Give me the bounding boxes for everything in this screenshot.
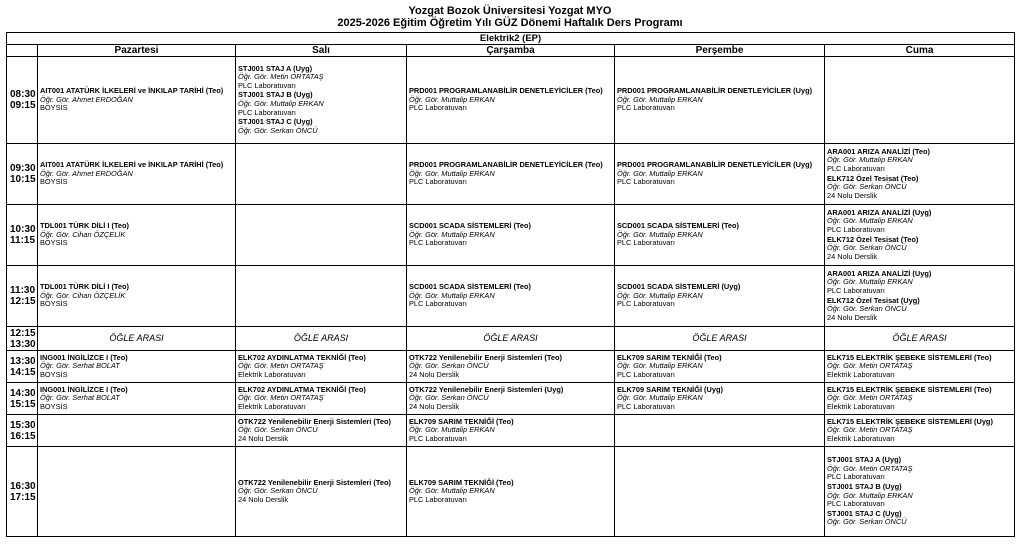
course-entry	[40, 161, 233, 187]
instructor: Öğr. Gör. Serkan ÖNCÜ	[238, 425, 318, 435]
schedule-cell	[236, 57, 407, 144]
time-slot-row	[7, 415, 1015, 447]
room: PLC Laboratuvarı	[827, 163, 885, 173]
schedule-cell	[615, 205, 825, 266]
room: BOYSİS	[40, 177, 68, 187]
schedule-cell	[38, 447, 236, 537]
instructor: Öğr. Gör. Metin ORTATAŞ	[827, 361, 913, 371]
course-entry	[40, 354, 233, 380]
schedule-cell	[407, 383, 615, 415]
room: 24 Nolu Derslik	[238, 494, 289, 504]
end-time: 16:15	[10, 430, 36, 442]
start-time: 11:30	[10, 285, 36, 296]
course-name: ELK709 SARIM TEKNİĞİ (Teo)	[409, 477, 514, 487]
course-entry	[827, 386, 1012, 412]
start-time: 15:30	[10, 419, 36, 431]
room: PLC Laboratuvarı	[409, 299, 467, 309]
room: BOYSİS	[40, 369, 68, 379]
course-entry	[238, 418, 404, 444]
course-name: SCD001 SCADA SİSTEMLERİ (Uyg)	[617, 282, 741, 292]
instructor: Öğr. Gör. Serkan ÖNCÜ	[238, 125, 318, 135]
room: PLC Laboratuvarı	[409, 238, 467, 248]
schedule-cell	[38, 266, 236, 327]
course-entry	[409, 354, 612, 380]
end-time: 10:15	[10, 174, 36, 185]
schedule-cell	[825, 447, 1015, 537]
lunch-break-cell: ÖĞLE ARASI	[615, 327, 825, 351]
course-entry	[40, 386, 233, 412]
lunch-break-cell: ÖĞLE ARASI	[825, 327, 1015, 351]
schedule-cell	[407, 415, 615, 447]
course-entry	[409, 87, 612, 113]
instructor: Öğr. Gör. Muttalip ERKAN	[409, 168, 495, 178]
course-name: OTK722 Yenilenebilir Enerji Sistemleri (Uyg)	[409, 384, 564, 394]
day-header: Çarşamba	[407, 45, 615, 57]
instructor: Öğr. Gör. Serkan ÖNCÜ	[409, 361, 489, 371]
start-time: 14:30	[10, 387, 36, 399]
instructor: Öğr. Gör. Serkan ÖNCÜ	[827, 517, 907, 527]
schedule-cell	[236, 415, 407, 447]
day-header-row	[7, 45, 1015, 57]
schedule-cell	[236, 351, 407, 383]
schedule-cell	[615, 447, 825, 537]
schedule-cell	[38, 205, 236, 266]
course-name: STJ001 STAJ B (Uyg)	[827, 481, 902, 491]
course-entry	[238, 65, 404, 91]
time-slot-row	[7, 327, 1015, 351]
instructor: Öğr. Gör. Muttalip ERKAN	[617, 168, 703, 178]
course-entry	[617, 386, 822, 412]
schedule-document	[6, 5, 1014, 537]
instructor: Öğr. Gör. Metin ORTATAŞ	[827, 393, 913, 403]
course-name: SCD001 SCADA SİSTEMLERİ (Teo)	[409, 282, 531, 292]
end-time: 09:15	[10, 100, 36, 111]
room: PLC Laboratuvarı	[827, 499, 885, 509]
course-entry	[617, 87, 822, 113]
course-name: ELK712 Özel Tesisat (Teo)	[827, 234, 919, 244]
course-name: ARA001 ARIZA ANALİZİ (Uyg)	[827, 207, 932, 217]
course-entry	[827, 148, 1012, 174]
room: 24 Nolu Derslik	[238, 433, 289, 443]
course-entry	[827, 209, 1012, 235]
room: PLC Laboratuvarı	[827, 224, 885, 234]
schedule-cell	[615, 415, 825, 447]
course-entry	[409, 386, 612, 412]
room: BOYSİS	[40, 238, 68, 248]
course-entry	[409, 418, 612, 444]
schedule-cell	[825, 205, 1015, 266]
course-entry	[617, 283, 822, 309]
instructor: Öğr. Gör. Serkan ÖNCÜ	[238, 486, 318, 496]
room: BOYSİS	[40, 401, 68, 411]
room: PLC Laboratuvarı	[617, 238, 675, 248]
day-header: Pazartesi	[38, 45, 236, 57]
instructor: Öğr. Gör. Cihan ÖZÇELİK	[40, 229, 126, 239]
room: Elektrik Laboratuvarı	[827, 369, 895, 379]
course-name: ARA001 ARIZA ANALİZİ (Uyg)	[827, 268, 932, 278]
course-entry	[238, 386, 404, 412]
schedule-cell	[615, 383, 825, 415]
room: PLC Laboratuvarı	[827, 285, 885, 295]
schedule-table	[6, 32, 1015, 537]
schedule-cell	[236, 447, 407, 537]
schedule-cell	[825, 266, 1015, 327]
course-name: ARA001 ARIZA ANALİZİ (Teo)	[827, 146, 930, 156]
lunch-break-cell: ÖĞLE ARASI	[407, 327, 615, 351]
instructor: Öğr. Gör. Muttalip ERKAN	[827, 216, 913, 226]
course-name: PRD001 PROGRAMLANABİLİR DENETLEYİCİLER (Teo)	[409, 86, 603, 96]
course-name: TDL001 TÜRK DİLİ I (Teo)	[40, 282, 129, 292]
course-entry	[827, 456, 1012, 482]
course-name: ING001 İNGİLİZCE I (Teo)	[40, 352, 128, 362]
course-name: OTK722 Yenilenebilir Enerji Sistemleri (Teo)	[238, 477, 391, 487]
schedule-cell	[236, 383, 407, 415]
course-entry	[617, 161, 822, 187]
instructor: Öğr. Gör. Serkan ÖNCÜ	[409, 393, 489, 403]
course-name: TDL001 TÜRK DİLİ I (Teo)	[40, 221, 129, 231]
instructor: Öğr. Gör. Metin ORTATAŞ	[827, 463, 913, 473]
end-time: 14:15	[10, 366, 36, 378]
room: PLC Laboratuvarı	[617, 299, 675, 309]
start-time: 10:30	[10, 224, 36, 235]
schedule-cell	[236, 205, 407, 266]
course-name: AIT001 ATATÜRK İLKELERİ ve İNKILAP TARİHİ (Teo)	[40, 160, 224, 170]
room: BOYSİS	[40, 103, 68, 113]
schedule-cell	[407, 266, 615, 327]
course-entry	[827, 510, 1012, 527]
schedule-body	[7, 57, 1015, 537]
room: PLC Laboratuvarı	[409, 177, 467, 187]
schedule-cell	[38, 57, 236, 144]
schedule-cell	[236, 266, 407, 327]
lunch-break-cell: ÖĞLE ARASI	[38, 327, 236, 351]
course-entry	[238, 479, 404, 505]
room: PLC Laboratuvarı	[827, 472, 885, 482]
course-name: ELK715 ELEKTRİK ŞEBEKE SİSTEMLERİ (Teo)	[827, 352, 992, 362]
instructor: Öğr. Gör. Serkan ÖNCÜ	[827, 304, 907, 314]
schedule-cell	[615, 351, 825, 383]
time-slot-row	[7, 144, 1015, 205]
course-entry	[40, 283, 233, 309]
course-entry	[238, 118, 404, 135]
start-time: 12:15	[10, 327, 36, 339]
room: Elektrik Laboratuvarı	[238, 369, 306, 379]
schedule-cell	[407, 57, 615, 144]
time-cell	[7, 351, 38, 383]
room: PLC Laboratuvarı	[409, 433, 467, 443]
schedule-cell	[615, 144, 825, 205]
schedule-cell	[38, 383, 236, 415]
schedule-cell	[236, 144, 407, 205]
room: BOYSİS	[40, 299, 68, 309]
schedule-cell	[615, 266, 825, 327]
room: 24 Nolu Derslik	[827, 251, 878, 261]
instructor: Öğr. Gör. Serhat BOLAT	[40, 361, 120, 371]
room: PLC Laboratuvarı	[617, 177, 675, 187]
course-name: STJ001 STAJ B (Uyg)	[238, 90, 313, 100]
schedule-title: 2025-2026 Eğitim Öğretim Yılı GÜZ Dönemi Haftalık Ders Programı	[337, 17, 683, 29]
course-name: STJ001 STAJ A (Uyg)	[238, 63, 313, 73]
time-cell	[7, 383, 38, 415]
time-cell	[7, 144, 38, 205]
course-name: ELK709 SARIM TEKNİĞİ (Uyg)	[617, 384, 723, 394]
instructor: Öğr. Gör. Muttalip ERKAN	[409, 486, 495, 496]
course-entry	[827, 418, 1012, 444]
program-name: Elektrik2 (EP)	[7, 33, 1015, 45]
institution-title: Yozgat Bozok Üniversitesi Yozgat MYO	[408, 5, 612, 17]
room: PLC Laboratuvarı	[238, 107, 296, 117]
schedule-cell	[615, 57, 825, 144]
course-entry	[238, 91, 404, 117]
course-entry	[827, 236, 1012, 262]
course-name: OTK722 Yenilenebilir Enerji Sistemleri (Teo)	[409, 352, 562, 362]
course-name: ELK709 SARIM TEKNİĞİ (Teo)	[409, 416, 514, 426]
course-entry	[409, 283, 612, 309]
time-slot-row	[7, 57, 1015, 144]
instructor: Öğr. Gör. Muttalip ERKAN	[827, 155, 913, 165]
instructor: Öğr. Gör. Muttalip ERKAN	[409, 94, 495, 104]
schedule-cell	[38, 144, 236, 205]
room: 24 Nolu Derslik	[409, 369, 460, 379]
course-name: STJ001 STAJ C (Uyg)	[238, 117, 313, 127]
instructor: Öğr. Gör. Muttalip ERKAN	[827, 490, 913, 500]
room: PLC Laboratuvarı	[617, 401, 675, 411]
room: 24 Nolu Derslik	[827, 312, 878, 322]
instructor: Öğr. Gör. Muttalip ERKAN	[617, 361, 703, 371]
room: PLC Laboratuvarı	[409, 103, 467, 113]
time-slot-row	[7, 383, 1015, 415]
start-time: 08:30	[10, 89, 36, 100]
schedule-cell	[825, 415, 1015, 447]
instructor: Öğr. Gör. Muttalip ERKAN	[827, 277, 913, 287]
schedule-cell	[825, 57, 1015, 144]
course-entry	[409, 479, 612, 505]
start-time: 13:30	[10, 355, 36, 367]
day-header: Cuma	[825, 45, 1015, 57]
room: Elektrik Laboratuvarı	[827, 401, 895, 411]
schedule-cell	[825, 351, 1015, 383]
course-name: ELK702 AYDINLATMA TEKNİĞİ (Teo)	[238, 384, 366, 394]
course-entry	[40, 87, 233, 113]
time-cell	[7, 266, 38, 327]
day-header: Salı	[236, 45, 407, 57]
course-entry	[827, 270, 1012, 296]
instructor: Öğr. Gör. Muttalip ERKAN	[409, 290, 495, 300]
course-name: ELK709 SARIM TEKNİĞİ (Teo)	[617, 352, 722, 362]
schedule-cell	[825, 383, 1015, 415]
course-name: ELK712 Özel Tesisat (Teo)	[827, 173, 919, 183]
time-header	[7, 45, 38, 57]
instructor: Öğr. Gör. Metin ORTATAŞ	[238, 72, 324, 82]
room: PLC Laboratuvarı	[617, 369, 675, 379]
room: PLC Laboratuvarı	[238, 80, 296, 90]
instructor: Öğr. Gör. Cihan ÖZÇELİK	[40, 290, 126, 300]
room: 24 Nolu Derslik	[409, 401, 460, 411]
course-entry	[827, 354, 1012, 380]
schedule-cell	[407, 447, 615, 537]
instructor: Öğr. Gör. Muttalip ERKAN	[617, 290, 703, 300]
instructor: Öğr. Gör. Metin ORTATAŞ	[238, 361, 324, 371]
instructor: Öğr. Gör. Muttalip ERKAN	[409, 229, 495, 239]
course-entry	[827, 483, 1012, 509]
course-entry	[238, 354, 404, 380]
room: PLC Laboratuvarı	[617, 103, 675, 113]
schedule-cell	[38, 351, 236, 383]
end-time: 11:15	[10, 235, 36, 246]
instructor: Öğr. Gör. Muttalip ERKAN	[409, 425, 495, 435]
course-name: ING001 İNGİLİZCE I (Teo)	[40, 384, 128, 394]
instructor: Öğr. Gör. Ahmet ERDOĞAN	[40, 168, 133, 178]
instructor: Öğr. Gör. Metin ORTATAŞ	[827, 425, 913, 435]
time-cell	[7, 415, 38, 447]
time-slot-row	[7, 205, 1015, 266]
start-time: 09:30	[10, 163, 36, 174]
course-name: PRD001 PROGRAMLANABİLİR DENETLEYİCİLER (Teo)	[409, 160, 603, 170]
time-cell	[7, 447, 38, 537]
instructor: Öğr. Gör. Serhat BOLAT	[40, 393, 120, 403]
schedule-cell	[825, 144, 1015, 205]
course-name: ELK715 ELEKTRİK ŞEBEKE SİSTEMLERİ (Uyg)	[827, 416, 993, 426]
instructor: Öğr. Gör. Muttalip ERKAN	[238, 99, 324, 108]
room: 24 Nolu Derslik	[827, 190, 878, 200]
course-entry	[827, 297, 1012, 323]
instructor: Öğr. Gör. Ahmet ERDOĞAN	[40, 94, 133, 104]
instructor: Öğr. Gör. Muttalip ERKAN	[617, 94, 703, 104]
lunch-break-cell: ÖĞLE ARASI	[236, 327, 407, 351]
end-time: 17:15	[10, 491, 36, 503]
time-cell	[7, 327, 38, 351]
course-name: PRD001 PROGRAMLANABİLİR DENETLEYİCİLER (Uyg)	[617, 86, 813, 96]
course-name: ELK715 ELEKTRİK ŞEBEKE SİSTEMLERİ (Teo)	[827, 384, 992, 394]
course-name: AIT001 ATATÜRK İLKELERİ ve İNKILAP TARİHİ (Teo)	[40, 86, 224, 96]
end-time: 12:15	[10, 296, 36, 307]
course-entry	[827, 175, 1012, 201]
course-name: ELK702 AYDINLATMA TEKNİĞİ (Teo)	[238, 352, 366, 362]
instructor: Öğr. Gör. Serkan ÖNCÜ	[827, 182, 907, 192]
time-cell	[7, 205, 38, 266]
time-slot-row	[7, 351, 1015, 383]
room: PLC Laboratuvarı	[409, 494, 467, 504]
schedule-cell	[38, 415, 236, 447]
course-name: PRD001 PROGRAMLANABİLİR DENETLEYİCİLER (Uyg)	[617, 160, 813, 170]
room: Elektrik Laboratuvarı	[827, 433, 895, 443]
room: Elektrik Laboratuvarı	[238, 401, 306, 411]
course-name: STJ001 STAJ C (Uyg)	[827, 508, 902, 518]
course-name: ELK712 Özel Tesisat (Uyg)	[827, 295, 920, 305]
schedule-cell	[407, 351, 615, 383]
instructor: Öğr. Gör. Muttalip ERKAN	[617, 393, 703, 403]
course-name: SCD001 SCADA SİSTEMLERİ (Teo)	[617, 221, 739, 231]
course-entry	[617, 222, 822, 248]
instructor: Öğr. Gör. Muttalip ERKAN	[617, 229, 703, 239]
instructor: Öğr. Gör. Metin ORTATAŞ	[238, 393, 324, 403]
course-entry	[40, 222, 233, 248]
course-name: SCD001 SCADA SİSTEMLERİ (Teo)	[409, 221, 531, 231]
time-slot-row	[7, 447, 1015, 537]
end-time: 13:30	[10, 338, 36, 350]
course-name: OTK722 Yenilenebilir Enerji Sistemleri (Teo)	[238, 416, 391, 426]
course-entry	[409, 161, 612, 187]
day-header: Perşembe	[615, 45, 825, 57]
end-time: 15:15	[10, 398, 36, 410]
course-entry	[617, 354, 822, 380]
instructor: Öğr. Gör. Serkan ÖNCÜ	[827, 243, 907, 253]
schedule-cell	[407, 144, 615, 205]
start-time: 16:30	[10, 480, 36, 492]
time-slot-row	[7, 266, 1015, 327]
schedule-cell	[407, 205, 615, 266]
course-name: STJ001 STAJ A (Uyg)	[827, 455, 902, 465]
course-entry	[409, 222, 612, 248]
time-cell	[7, 57, 38, 144]
